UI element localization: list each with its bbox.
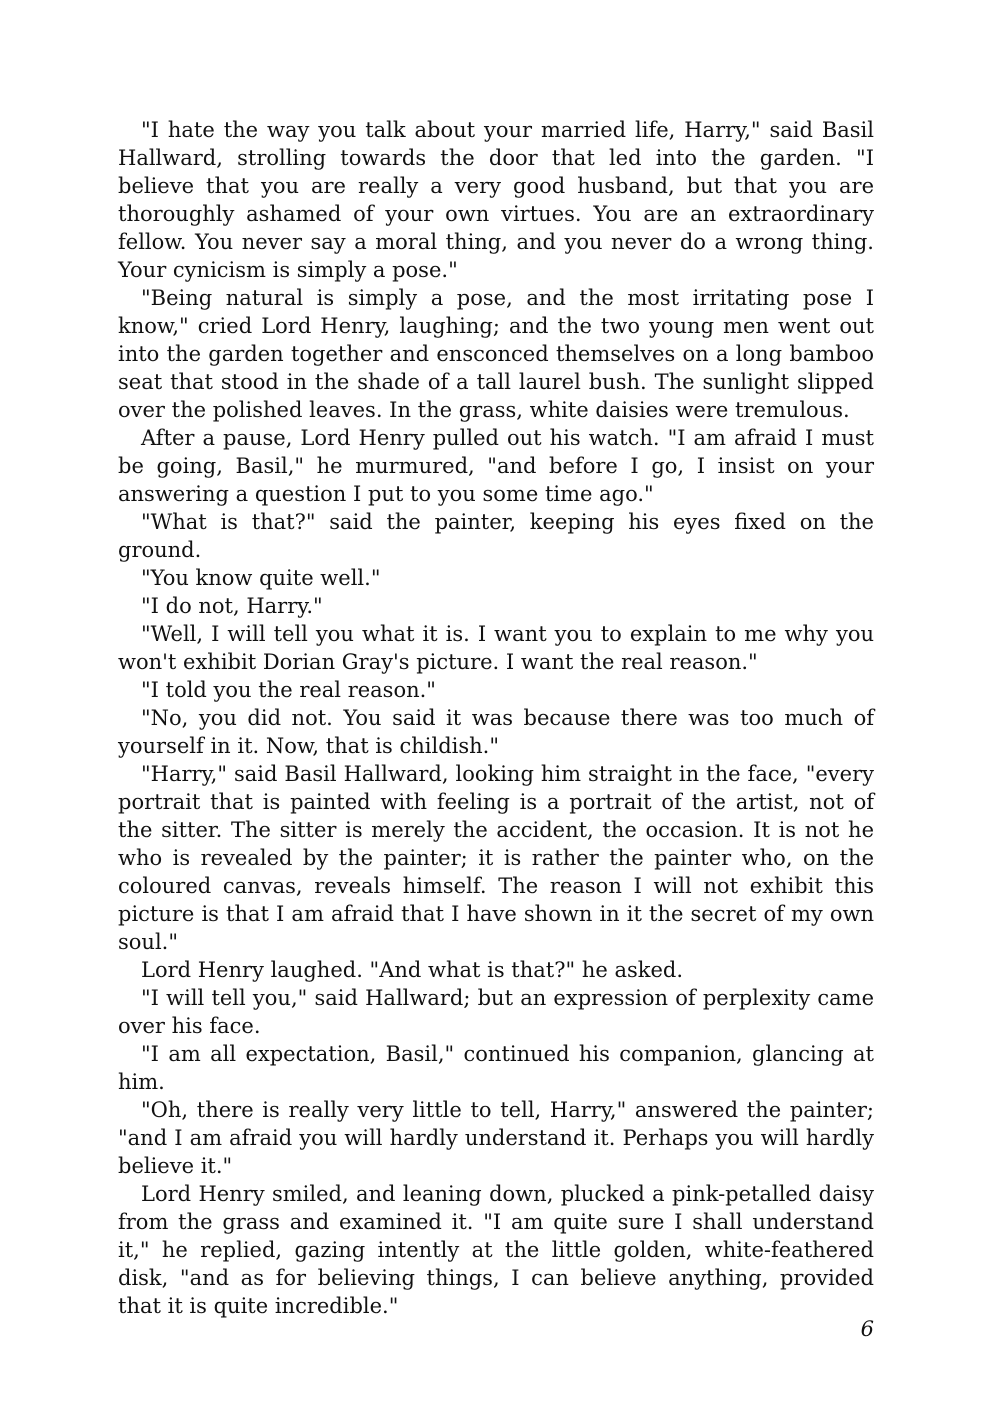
paragraph: "You know quite well." [141,566,381,590]
paragraph: After a pause, Lord Henry pulled out his watch. "I am afraid I must be going, Basil," he murmured, "and before I go, I insist on your answering a question I put to you some time ago." [118,426,874,506]
paragraph: "I told you the real reason." [141,678,436,702]
paragraph: "Being natural is simply a pose, and the most irritating pose I know," cried Lord Henry, laughing; and the two young men went out into the garden together and ensconced themselves on a long bamboo seat that stood in the shade of a tall laurel bush. The sunlight slipped over the polished leaves. In the grass, white daisies were tremulous. [118,286,874,422]
page-body [118,116,874,1320]
paragraph: "I am all expectation, Basil," continued his companion, glancing at him. [118,1042,874,1094]
paragraph: "I will tell you," said Hallward; but an expression of perplexity came over his face. [118,986,874,1038]
paragraph: "Oh, there is really very little to tell, Harry," answered the painter; "and I am afraid you will hardly understand it. Perhaps you will hardly believe it." [118,1098,874,1178]
paragraph: Lord Henry smiled, and leaning down, plucked a pink-petalled daisy from the grass and examined it. "I am quite sure I shall understand it," he replied, gazing intently at the little golden, white-feathered disk, "and as for believing things, I can believe anything, provided that it is quite incredible." [118,1182,874,1318]
paragraph: "No, you did not. You said it was because there was too much of yourself in it. Now, that is childish." [118,706,874,758]
paragraph: "Well, I will tell you what it is. I want you to explain to me why you won't exhibit Dorian Gray's picture. I want the real reason." [118,622,874,674]
paragraph: Lord Henry laughed. "And what is that?" he asked. [141,958,684,982]
page-number: 6 [860,1317,874,1341]
paragraph: "I do not, Harry." [141,594,323,618]
paragraph: "I hate the way you talk about your married life, Harry," said Basil Hallward, strolling towards the door that led into the garden. "I believe that you are really a very good husband, but that you are thoroughly ashamed of your own virtues. You are an extraordinary fellow. You never say a moral thing, and you never do a wrong thing. Your cynicism is simply a pose." [118,118,874,282]
paragraph: "What is that?" said the painter, keeping his eyes fixed on the ground. [118,510,874,562]
paragraph: "Harry," said Basil Hallward, looking him straight in the face, "every portrait that is painted with feeling is a portrait of the artist, not of the sitter. The sitter is merely the accident, the occasion. It is not he who is revealed by the painter; it is rather the painter who, on the coloured canvas, reveals himself. The reason I will not exhibit this picture is that I am afraid that I have shown in it the secret of my own soul." [118,762,874,954]
